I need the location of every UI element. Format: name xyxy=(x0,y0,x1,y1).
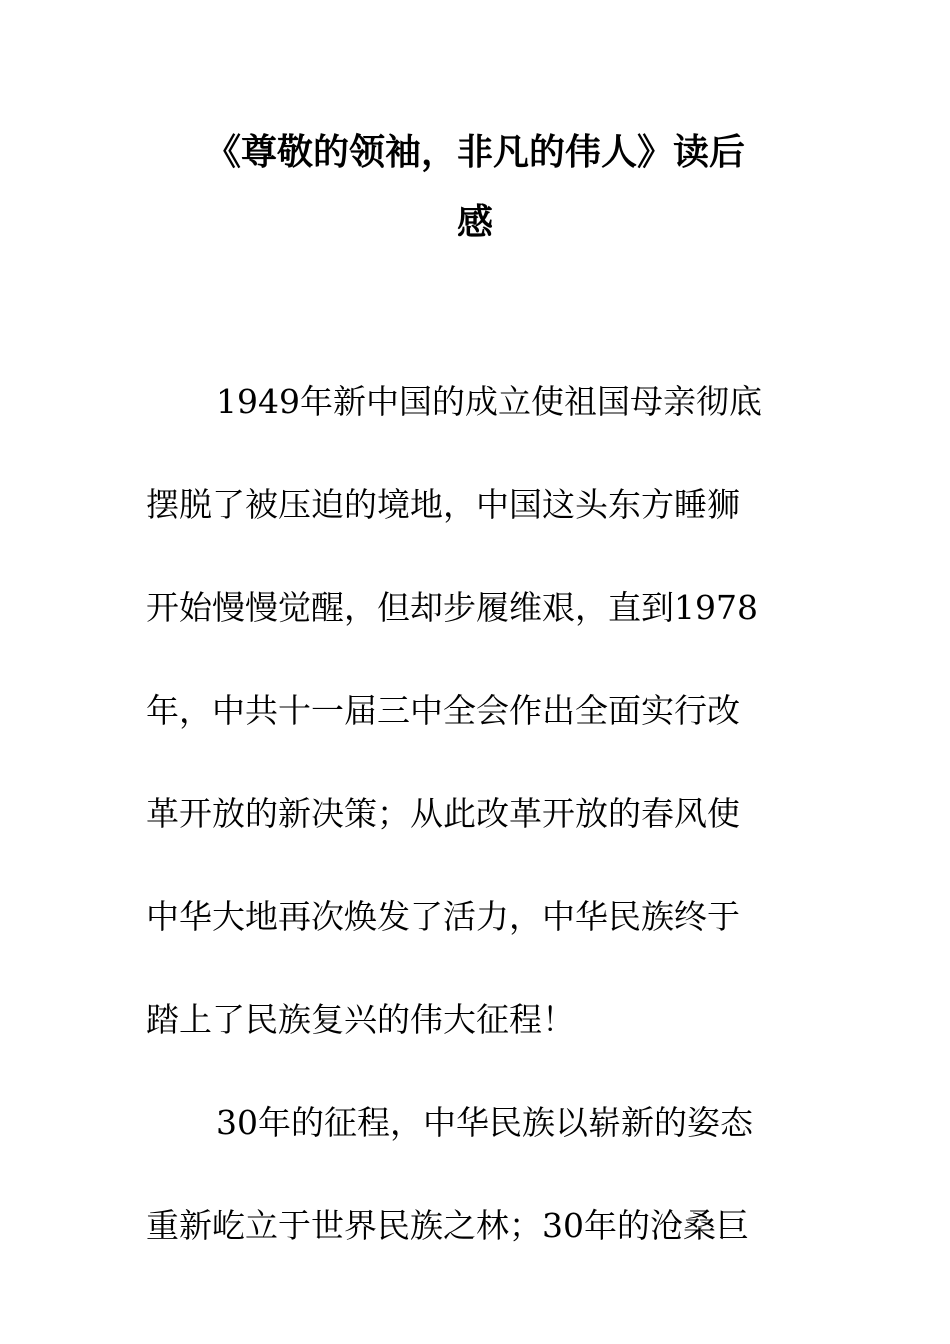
body-line: 1949年新中国的成立使祖国母亲彻底 xyxy=(216,382,762,421)
body-line: 开始慢慢觉醒，但却步履维艰，直到1978 xyxy=(146,588,758,627)
body-line: 摆脱了被压迫的境地，中国这头东方睡狮 xyxy=(146,485,740,524)
body-line: 革开放的新决策；从此改革开放的春风使 xyxy=(146,794,740,833)
body-line: 中华大地再次焕发了活力，中华民族终于 xyxy=(146,897,740,936)
title-line-2: 感 xyxy=(456,202,493,243)
document-body xyxy=(146,370,796,1297)
title-line-1: 《尊敬的领袖，非凡的伟人》读后 xyxy=(204,132,745,173)
body-line: 重新屹立于世界民族之林；30年的沧桑巨 xyxy=(146,1206,749,1245)
body-line: 踏上了民族复兴的伟大征程！ xyxy=(146,1000,575,1039)
body-line: 年，中共十一届三中全会作出全面实行改 xyxy=(146,691,740,730)
body-line: 30年的征程，中华民族以崭新的姿态 xyxy=(216,1103,753,1142)
document-title xyxy=(140,118,810,258)
